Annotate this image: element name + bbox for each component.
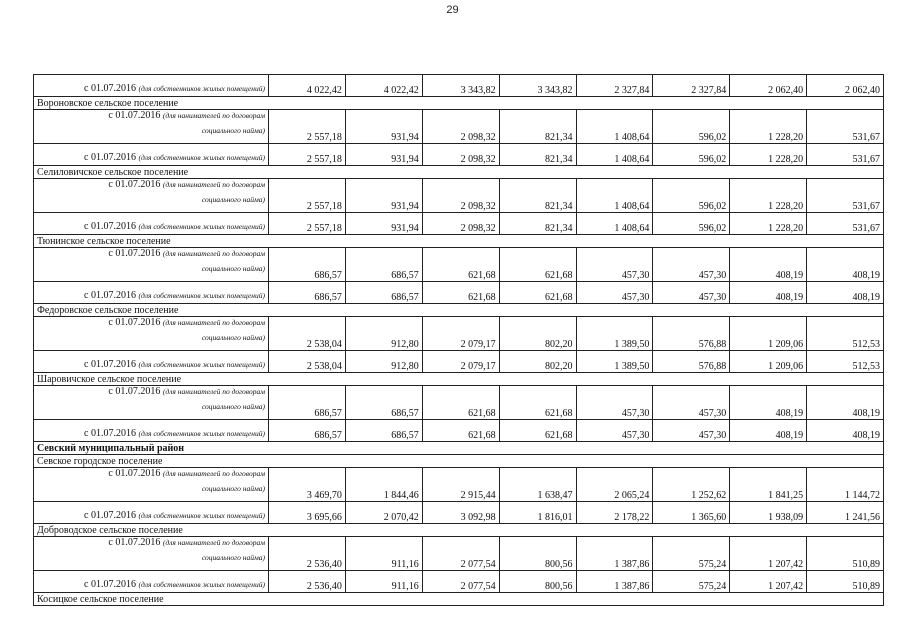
value-cell: 686,57 — [269, 282, 346, 304]
value-cell: 931,94 — [345, 179, 422, 213]
value-cell: 1 938,09 — [730, 502, 807, 524]
value-cell: 457,30 — [653, 420, 730, 442]
value-cell: 621,68 — [499, 282, 576, 304]
value-cell: 1 408,64 — [576, 213, 653, 235]
value-cell: 1 408,64 — [576, 179, 653, 213]
owners-rate-row — [34, 75, 884, 97]
effective-date: с 01.07.2016 — [108, 248, 161, 259]
tenants-rate-row — [34, 386, 884, 420]
value-cell: 686,57 — [345, 420, 422, 442]
value-cell: 3 092,98 — [422, 502, 499, 524]
value-cell: 686,57 — [345, 248, 422, 282]
value-cell: 2 079,17 — [422, 317, 499, 351]
value-cell: 3 695,66 — [269, 502, 346, 524]
value-cell: 576,88 — [653, 317, 730, 351]
value-cell: 457,30 — [576, 282, 653, 304]
value-cell: 457,30 — [653, 282, 730, 304]
value-cell: 408,19 — [807, 282, 884, 304]
settlement-row — [34, 593, 884, 606]
value-cell: 2 536,40 — [269, 571, 346, 593]
rate-label — [34, 179, 269, 213]
value-cell: 911,16 — [345, 537, 422, 571]
value-cell: 408,19 — [807, 386, 884, 420]
effective-date: с 01.07.2016 — [84, 83, 136, 94]
value-cell: 1 841,25 — [730, 468, 807, 502]
value-cell: 408,19 — [730, 248, 807, 282]
value-cell: 4 022,42 — [269, 75, 346, 97]
owners-rate-row — [34, 351, 884, 373]
rate-label — [34, 110, 269, 144]
tenants-note-line1: (для нанимателей по договорам — [162, 387, 265, 396]
tenants-rate-row — [34, 468, 884, 502]
value-cell: 2 098,32 — [422, 213, 499, 235]
owners-note: (для собственников жилых помещений) — [138, 84, 265, 93]
effective-date: с 01.07.2016 — [84, 221, 136, 232]
value-cell: 1 408,64 — [576, 110, 653, 144]
value-cell: 1 638,47 — [499, 468, 576, 502]
value-cell: 2 079,17 — [422, 351, 499, 373]
tenants-note-line1: (для нанимателей по договорам — [162, 249, 265, 258]
settlement-title: Федоровское сельское поселение — [34, 304, 884, 317]
value-cell: 686,57 — [269, 248, 346, 282]
settlement-title: Доброводское сельское поселение — [34, 524, 884, 537]
value-cell: 408,19 — [730, 420, 807, 442]
effective-date: с 01.07.2016 — [108, 386, 161, 397]
value-cell: 596,02 — [653, 110, 730, 144]
value-cell: 686,57 — [269, 420, 346, 442]
rate-label — [34, 420, 269, 442]
tariff-table — [33, 74, 884, 606]
owners-note: (для собственников жилых помещений) — [138, 511, 265, 520]
value-cell: 821,34 — [499, 179, 576, 213]
value-cell: 3 343,82 — [499, 75, 576, 97]
owners-note: (для собственников жилых помещений) — [138, 580, 265, 589]
value-cell: 1 228,20 — [730, 144, 807, 166]
value-cell: 2 065,24 — [576, 468, 653, 502]
value-cell: 596,02 — [653, 213, 730, 235]
settlement-title: Тюнинское сельское поселение — [34, 235, 884, 248]
value-cell: 621,68 — [499, 248, 576, 282]
value-cell: 1 228,20 — [730, 179, 807, 213]
tenants-note-line2: социального найма) — [201, 264, 265, 273]
value-cell: 802,20 — [499, 317, 576, 351]
value-cell: 512,53 — [807, 351, 884, 373]
settlement-row — [34, 235, 884, 248]
effective-date: с 01.07.2016 — [108, 468, 161, 479]
value-cell: 2 557,18 — [269, 179, 346, 213]
tenants-rate-row — [34, 110, 884, 144]
value-cell: 911,16 — [345, 571, 422, 593]
value-cell: 2 557,18 — [269, 110, 346, 144]
owners-note: (для собственников жилых помещений) — [138, 360, 265, 369]
value-cell: 2 557,18 — [269, 213, 346, 235]
value-cell: 510,89 — [807, 571, 884, 593]
owners-rate-row — [34, 420, 884, 442]
tenants-note-line1: (для нанимателей по договорам — [162, 180, 265, 189]
settlement-title: Севское городское поселение — [34, 455, 884, 468]
value-cell: 1 207,42 — [730, 537, 807, 571]
value-cell: 2 557,18 — [269, 144, 346, 166]
value-cell: 2 098,32 — [422, 110, 499, 144]
owners-note: (для собственников жилых помещений) — [138, 153, 265, 162]
value-cell: 686,57 — [345, 386, 422, 420]
value-cell: 408,19 — [807, 248, 884, 282]
value-cell: 1 365,60 — [653, 502, 730, 524]
effective-date: с 01.07.2016 — [108, 537, 161, 548]
settlement-row — [34, 304, 884, 317]
value-cell: 2 070,42 — [345, 502, 422, 524]
rate-label — [34, 571, 269, 593]
value-cell: 2 538,04 — [269, 317, 346, 351]
value-cell: 596,02 — [653, 144, 730, 166]
tenants-note-line2: социального найма) — [201, 553, 265, 562]
value-cell: 575,24 — [653, 537, 730, 571]
rate-label — [34, 282, 269, 304]
value-cell: 1 389,50 — [576, 317, 653, 351]
value-cell: 3 343,82 — [422, 75, 499, 97]
value-cell: 800,56 — [499, 571, 576, 593]
value-cell: 531,67 — [807, 179, 884, 213]
rate-label — [34, 317, 269, 351]
value-cell: 802,20 — [499, 351, 576, 373]
settlement-row — [34, 373, 884, 386]
value-cell: 621,68 — [422, 248, 499, 282]
effective-date: с 01.07.2016 — [84, 428, 136, 439]
tenants-note-line2: социального найма) — [201, 195, 265, 204]
value-cell: 2 062,40 — [807, 75, 884, 97]
tenants-rate-row — [34, 317, 884, 351]
effective-date: с 01.07.2016 — [84, 359, 136, 370]
value-cell: 1 209,06 — [730, 317, 807, 351]
tenants-note-line2: социального найма) — [201, 126, 265, 135]
value-cell: 510,89 — [807, 537, 884, 571]
value-cell: 1 144,72 — [807, 468, 884, 502]
tenants-note-line1: (для нанимателей по договорам — [162, 111, 265, 120]
owners-rate-row — [34, 571, 884, 593]
rate-label — [34, 537, 269, 571]
tenants-rate-row — [34, 248, 884, 282]
owners-rate-row — [34, 282, 884, 304]
effective-date: с 01.07.2016 — [84, 579, 136, 590]
effective-date: с 01.07.2016 — [84, 510, 136, 521]
rate-label — [34, 468, 269, 502]
value-cell: 1 408,64 — [576, 144, 653, 166]
value-cell: 1 241,56 — [807, 502, 884, 524]
district-title: Севский муниципальный район — [34, 442, 884, 455]
value-cell: 457,30 — [653, 386, 730, 420]
value-cell: 621,68 — [422, 386, 499, 420]
tenants-note-line2: социального найма) — [201, 484, 265, 493]
value-cell: 408,19 — [730, 386, 807, 420]
value-cell: 2 915,44 — [422, 468, 499, 502]
value-cell: 931,94 — [345, 110, 422, 144]
value-cell: 457,30 — [576, 420, 653, 442]
value-cell: 621,68 — [499, 386, 576, 420]
table-body — [34, 75, 884, 606]
value-cell: 912,80 — [345, 317, 422, 351]
value-cell: 512,53 — [807, 317, 884, 351]
owners-rate-row — [34, 213, 884, 235]
tenants-note-line1: (для нанимателей по договорам — [162, 538, 265, 547]
value-cell: 3 469,70 — [269, 468, 346, 502]
settlement-title: Вороновское сельское поселение — [34, 97, 884, 110]
effective-date: с 01.07.2016 — [108, 110, 161, 121]
value-cell: 575,24 — [653, 571, 730, 593]
tenants-note-line2: социального найма) — [201, 333, 265, 342]
rate-label — [34, 351, 269, 373]
owners-rate-row — [34, 502, 884, 524]
owners-note: (для собственников жилых помещений) — [138, 291, 265, 300]
settlement-title: Селиловичское сельское поселение — [34, 166, 884, 179]
value-cell: 1 816,01 — [499, 502, 576, 524]
value-cell: 2 098,32 — [422, 144, 499, 166]
value-cell: 2 178,22 — [576, 502, 653, 524]
value-cell: 800,56 — [499, 537, 576, 571]
effective-date: с 01.07.2016 — [108, 317, 161, 328]
value-cell: 4 022,42 — [345, 75, 422, 97]
rate-label — [34, 248, 269, 282]
value-cell: 457,30 — [576, 248, 653, 282]
value-cell: 1 387,86 — [576, 571, 653, 593]
value-cell: 2 098,32 — [422, 179, 499, 213]
value-cell: 821,34 — [499, 213, 576, 235]
rate-label — [34, 213, 269, 235]
settlement-row — [34, 524, 884, 537]
value-cell: 621,68 — [422, 420, 499, 442]
rate-label — [34, 502, 269, 524]
rate-label — [34, 386, 269, 420]
value-cell: 531,67 — [807, 110, 884, 144]
value-cell: 821,34 — [499, 144, 576, 166]
value-cell: 912,80 — [345, 351, 422, 373]
settlement-row — [34, 97, 884, 110]
value-cell: 1 209,06 — [730, 351, 807, 373]
owners-rate-row — [34, 144, 884, 166]
value-cell: 686,57 — [345, 282, 422, 304]
settlement-row — [34, 166, 884, 179]
value-cell: 621,68 — [422, 282, 499, 304]
value-cell: 2 327,84 — [576, 75, 653, 97]
value-cell: 2 062,40 — [730, 75, 807, 97]
effective-date: с 01.07.2016 — [84, 290, 136, 301]
settlement-title: Косицкое сельское поселение — [34, 593, 884, 606]
value-cell: 576,88 — [653, 351, 730, 373]
rate-label — [34, 144, 269, 166]
value-cell: 2 077,54 — [422, 537, 499, 571]
value-cell: 686,57 — [269, 386, 346, 420]
value-cell: 408,19 — [807, 420, 884, 442]
value-cell: 621,68 — [499, 420, 576, 442]
owners-note: (для собственников жилых помещений) — [138, 222, 265, 231]
rate-label — [34, 75, 269, 97]
tenants-note-line1: (для нанимателей по договорам — [162, 469, 265, 478]
owners-note: (для собственников жилых помещений) — [138, 429, 265, 438]
district-row — [34, 442, 884, 455]
value-cell: 931,94 — [345, 213, 422, 235]
tenants-note-line2: социального найма) — [201, 402, 265, 411]
value-cell: 457,30 — [576, 386, 653, 420]
value-cell: 408,19 — [730, 282, 807, 304]
page-number: 29 — [446, 4, 459, 16]
value-cell: 2 538,04 — [269, 351, 346, 373]
tenants-note-line1: (для нанимателей по договорам — [162, 318, 265, 327]
value-cell: 2 077,54 — [422, 571, 499, 593]
value-cell: 457,30 — [653, 248, 730, 282]
settlement-title: Шаровичское сельское поселение — [34, 373, 884, 386]
tenants-rate-row — [34, 537, 884, 571]
value-cell: 2 327,84 — [653, 75, 730, 97]
value-cell: 1 252,62 — [653, 468, 730, 502]
value-cell: 596,02 — [653, 179, 730, 213]
value-cell: 1 228,20 — [730, 213, 807, 235]
value-cell: 1 389,50 — [576, 351, 653, 373]
tenants-rate-row — [34, 179, 884, 213]
value-cell: 1 228,20 — [730, 110, 807, 144]
value-cell: 531,67 — [807, 144, 884, 166]
value-cell: 531,67 — [807, 213, 884, 235]
value-cell: 1 844,46 — [345, 468, 422, 502]
value-cell: 931,94 — [345, 144, 422, 166]
value-cell: 821,34 — [499, 110, 576, 144]
value-cell: 2 536,40 — [269, 537, 346, 571]
settlement-row — [34, 455, 884, 468]
effective-date: с 01.07.2016 — [108, 179, 161, 190]
value-cell: 1 387,86 — [576, 537, 653, 571]
value-cell: 1 207,42 — [730, 571, 807, 593]
effective-date: с 01.07.2016 — [84, 152, 136, 163]
